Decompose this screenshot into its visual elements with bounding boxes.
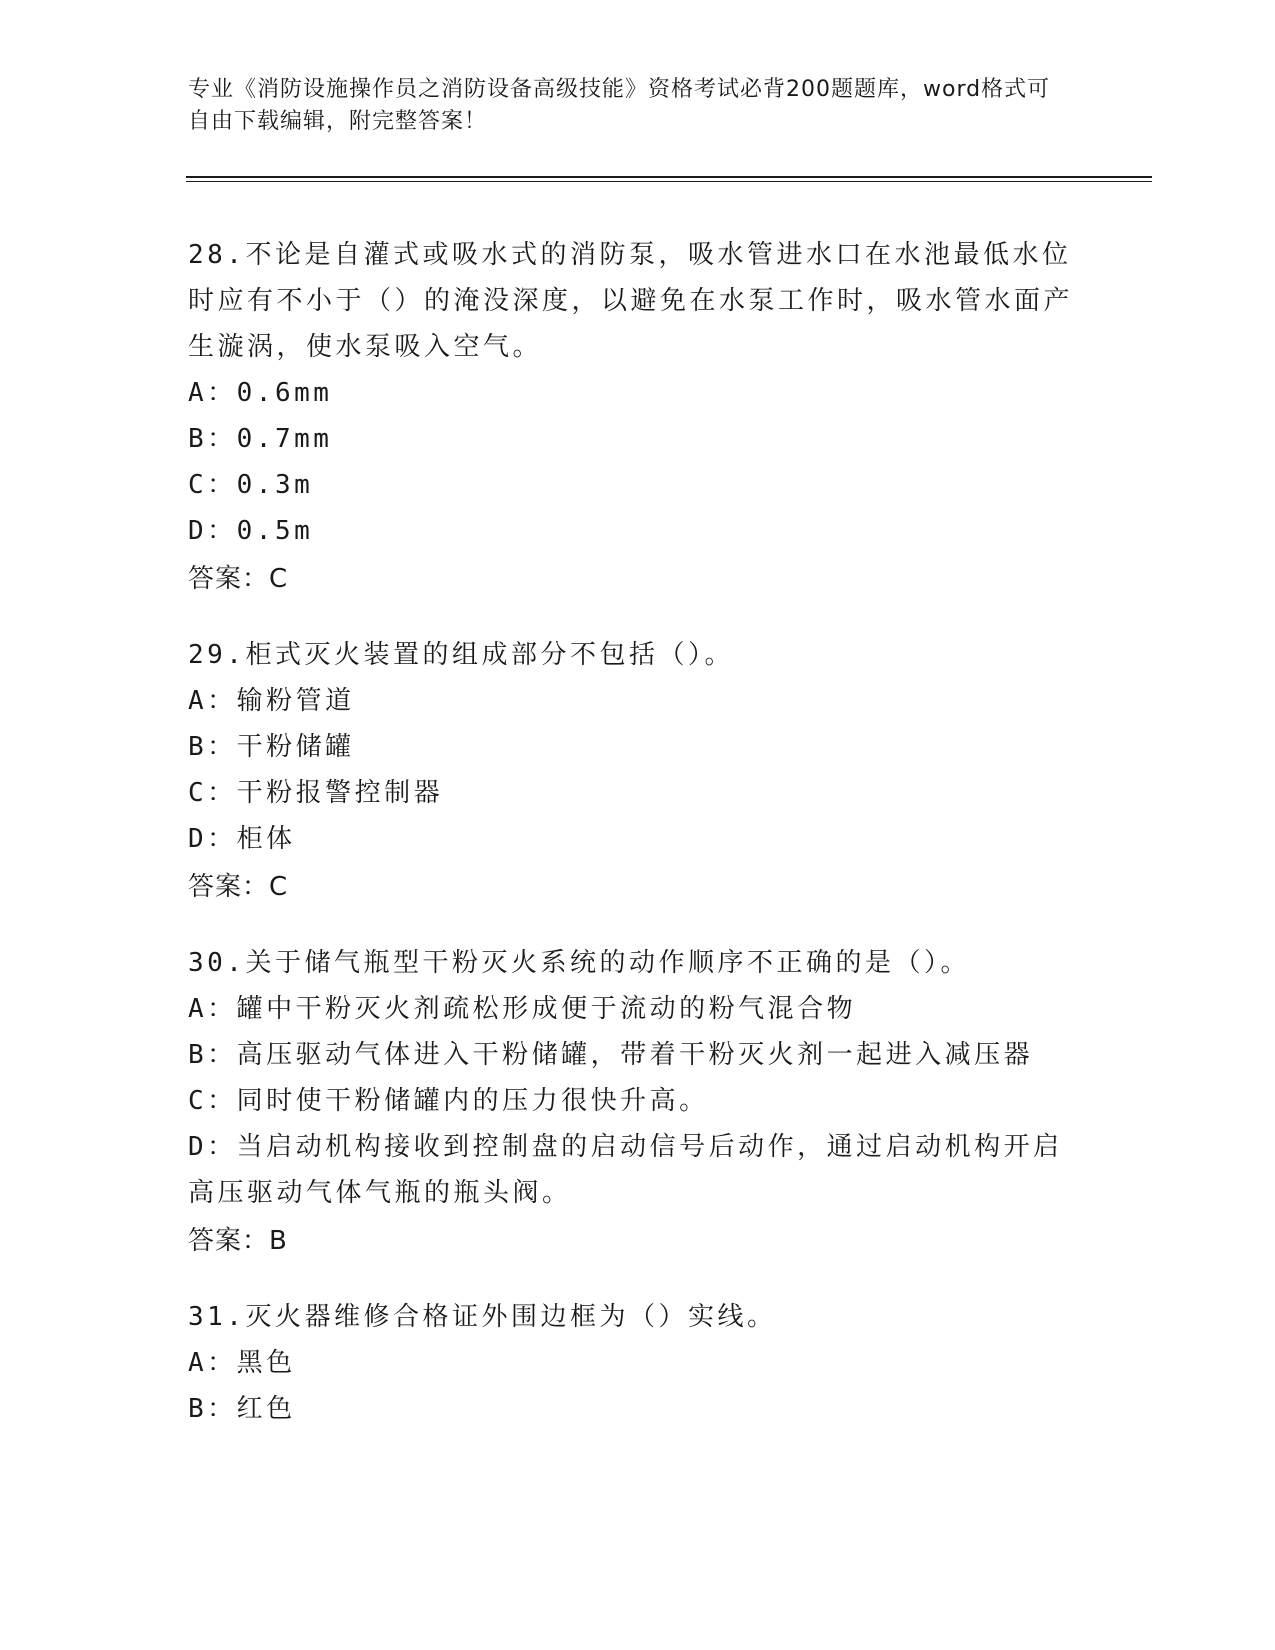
header-title: 专业《消防设施操作员之消防设备高级技能》资格考试必背200题题库，word格式可自由下载编辑，附完整答案！ xyxy=(188,77,1051,134)
question-text: 29.柜式灭火装置的组成部分不包括（）。 xyxy=(188,640,734,670)
question-text: 28.不论是自灌式或吸水式的消防泵，吸水管进水口在水池最低水位时应有不小于（）的淹没深度，以避免在水泵工作时，吸水管水面产生漩涡，使水泵吸入空气。 xyxy=(188,240,1074,362)
option-b: B：高压驱动气体进入干粉储罐，带着干粉灭火剂一起进入减压器 xyxy=(188,1040,1034,1070)
option-d: D：柜体 xyxy=(188,824,296,854)
option-b: B：红色 xyxy=(188,1394,296,1424)
option-b: B：干粉储罐 xyxy=(188,732,355,762)
answer-label: 答案：B xyxy=(188,1226,288,1256)
question-31 xyxy=(188,1294,1088,1432)
question-text: 30.关于储气瓶型干粉灭火系统的动作顺序不正确的是（）。 xyxy=(188,948,970,978)
question-text: 31.灭火器维修合格证外围边框为（）实线。 xyxy=(188,1302,777,1332)
option-c: C：0.3m xyxy=(188,470,314,500)
header-divider xyxy=(186,176,1152,182)
option-a: A：输粉管道 xyxy=(188,686,355,716)
question-list xyxy=(188,232,1088,1462)
option-a: A：黑色 xyxy=(188,1348,296,1378)
option-d: D：当启动机构接收到控制盘的启动信号后动作，通过启动机构开启高压驱动气体气瓶的瓶头阀。 xyxy=(188,1132,1063,1208)
option-a: A：0.6mm xyxy=(188,378,333,408)
option-d: D：0.5m xyxy=(188,516,314,546)
answer-label: 答案：C xyxy=(188,872,289,902)
question-30 xyxy=(188,940,1088,1264)
answer-label: 答案：C xyxy=(188,564,289,594)
option-b: B：0.7mm xyxy=(188,424,333,454)
option-c: C：干粉报警控制器 xyxy=(188,778,444,808)
option-c: C：同时使干粉储罐内的压力很快升高。 xyxy=(188,1086,709,1116)
question-29 xyxy=(188,632,1088,910)
option-a: A：罐中干粉灭火剂疏松形成便于流动的粉气混合物 xyxy=(188,994,857,1024)
document-header xyxy=(188,74,1068,138)
question-28 xyxy=(188,232,1088,602)
